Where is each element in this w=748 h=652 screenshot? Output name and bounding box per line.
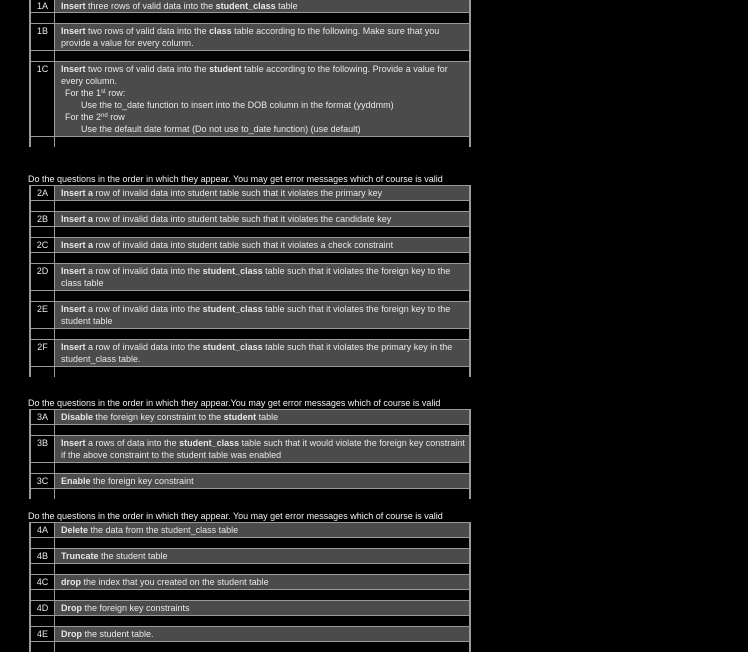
row-text: Insert a row of invalid data into student table such that it violates the primary key bbox=[55, 186, 471, 200]
table-row bbox=[29, 186, 471, 201]
table-row bbox=[29, 302, 471, 329]
row-label: 1B bbox=[29, 24, 55, 50]
row-label: 4C bbox=[29, 575, 55, 589]
row-text: Insert three rows of valid data into the student_class table bbox=[55, 0, 471, 12]
spacer-row bbox=[29, 616, 471, 627]
row-text: Insert a row of invalid data into the student_class table such that it violates the foreign key to the student table bbox=[55, 302, 471, 328]
table-row bbox=[29, 523, 471, 538]
section2-table bbox=[29, 185, 471, 377]
default-date-note: Use the default date format (Do not use to_date function) (use default) bbox=[81, 124, 361, 134]
table-row bbox=[29, 410, 471, 425]
to-date-note: Use the to_date function to insert into the DOB column in the format (yyddmm) bbox=[81, 100, 394, 110]
row-label: 4E bbox=[29, 627, 55, 641]
row-text: Insert a rows of data into the student_class table such that it would violate the foreign key constraint if the above constraint to the student table was enabled bbox=[55, 436, 471, 462]
row-text: Insert a row of invalid data into student table such that it violates a check constraint bbox=[55, 238, 471, 252]
row-text: Drop the foreign key constraints bbox=[55, 601, 471, 615]
spacer-row bbox=[29, 564, 471, 575]
section3-table bbox=[29, 409, 471, 499]
row-label: 1C bbox=[29, 62, 55, 136]
row-text: Disable the foreign key constraint to the student table bbox=[55, 410, 471, 424]
table-row bbox=[29, 0, 471, 13]
row-text: Enable the foreign key constraint bbox=[55, 474, 471, 488]
row-text: Insert a row of invalid data into student table such that it violates the candidate key bbox=[55, 212, 471, 226]
spacer-row bbox=[29, 538, 471, 549]
first-row-note: For the 1st row: bbox=[65, 88, 126, 98]
row-text: drop the index that you created on the student table bbox=[55, 575, 471, 589]
row-label: 2E bbox=[29, 302, 55, 328]
table-row bbox=[29, 62, 471, 137]
table-row bbox=[29, 340, 471, 367]
row-text: Insert a row of invalid data into the student_class table such that it violates the primary key in the student_class table. bbox=[55, 340, 471, 366]
table-row bbox=[29, 549, 471, 564]
section2-heading: Do the questions in the order in which they appear. You may get error messages which of course is valid bbox=[28, 174, 443, 184]
row-text: Insert two rows of valid data into the student table according to the following. Provide a value for every column. For the 1st row: Use the to_date function to insert into the DOB column in the format (yyddmm) For the 2nd row Use the default date format (Do not use to_date function) (use default) bbox=[55, 62, 471, 136]
spacer-row bbox=[29, 489, 471, 499]
table-row bbox=[29, 24, 471, 51]
spacer-row bbox=[29, 51, 471, 62]
table-row bbox=[29, 436, 471, 463]
table-row bbox=[29, 264, 471, 291]
row-label: 4B bbox=[29, 549, 55, 563]
table-row bbox=[29, 627, 471, 642]
spacer-row bbox=[29, 291, 471, 302]
spacer-row bbox=[29, 227, 471, 238]
table-row bbox=[29, 474, 471, 489]
table-row bbox=[29, 212, 471, 227]
section4-heading: Do the questions in the order in which they appear. You may get error messages which of course is valid bbox=[28, 511, 443, 521]
row-label: 2B bbox=[29, 212, 55, 226]
row-text: Delete the data from the student_class table bbox=[55, 523, 471, 537]
table-row bbox=[29, 238, 471, 253]
spacer-row bbox=[29, 137, 471, 147]
row-label: 2C bbox=[29, 238, 55, 252]
spacer-row bbox=[29, 329, 471, 340]
spacer-row bbox=[29, 590, 471, 601]
row-label: 4A bbox=[29, 523, 55, 537]
spacer-row bbox=[29, 425, 471, 436]
row-label: 3C bbox=[29, 474, 55, 488]
section4-table bbox=[29, 522, 471, 652]
spacer-row bbox=[29, 201, 471, 212]
row-text: Drop the student table. bbox=[55, 627, 471, 641]
section3-heading: Do the questions in the order in which they appear.You may get error messages which of course is valid bbox=[28, 398, 441, 408]
row-label: 2A bbox=[29, 186, 55, 200]
row-label: 2F bbox=[29, 340, 55, 366]
row-text: Insert a row of invalid data into the student_class table such that it violates the foreign key to the class table bbox=[55, 264, 471, 290]
table-row bbox=[29, 575, 471, 590]
spacer-row bbox=[29, 253, 471, 264]
row-label: 3A bbox=[29, 410, 55, 424]
row-text: Insert two rows of valid data into the class table according to the following. Make sure that you provide a value for every column. bbox=[55, 24, 471, 50]
section1-table bbox=[29, 0, 471, 147]
table-row bbox=[29, 601, 471, 616]
spacer-row bbox=[29, 463, 471, 474]
row-text: Truncate the student table bbox=[55, 549, 471, 563]
row-label: 3B bbox=[29, 436, 55, 462]
row-label: 2D bbox=[29, 264, 55, 290]
row-label: 1A bbox=[29, 0, 55, 12]
spacer-row bbox=[29, 13, 471, 24]
second-row-note: For the 2nd row bbox=[65, 112, 125, 122]
spacer-row bbox=[29, 367, 471, 377]
row-label: 4D bbox=[29, 601, 55, 615]
